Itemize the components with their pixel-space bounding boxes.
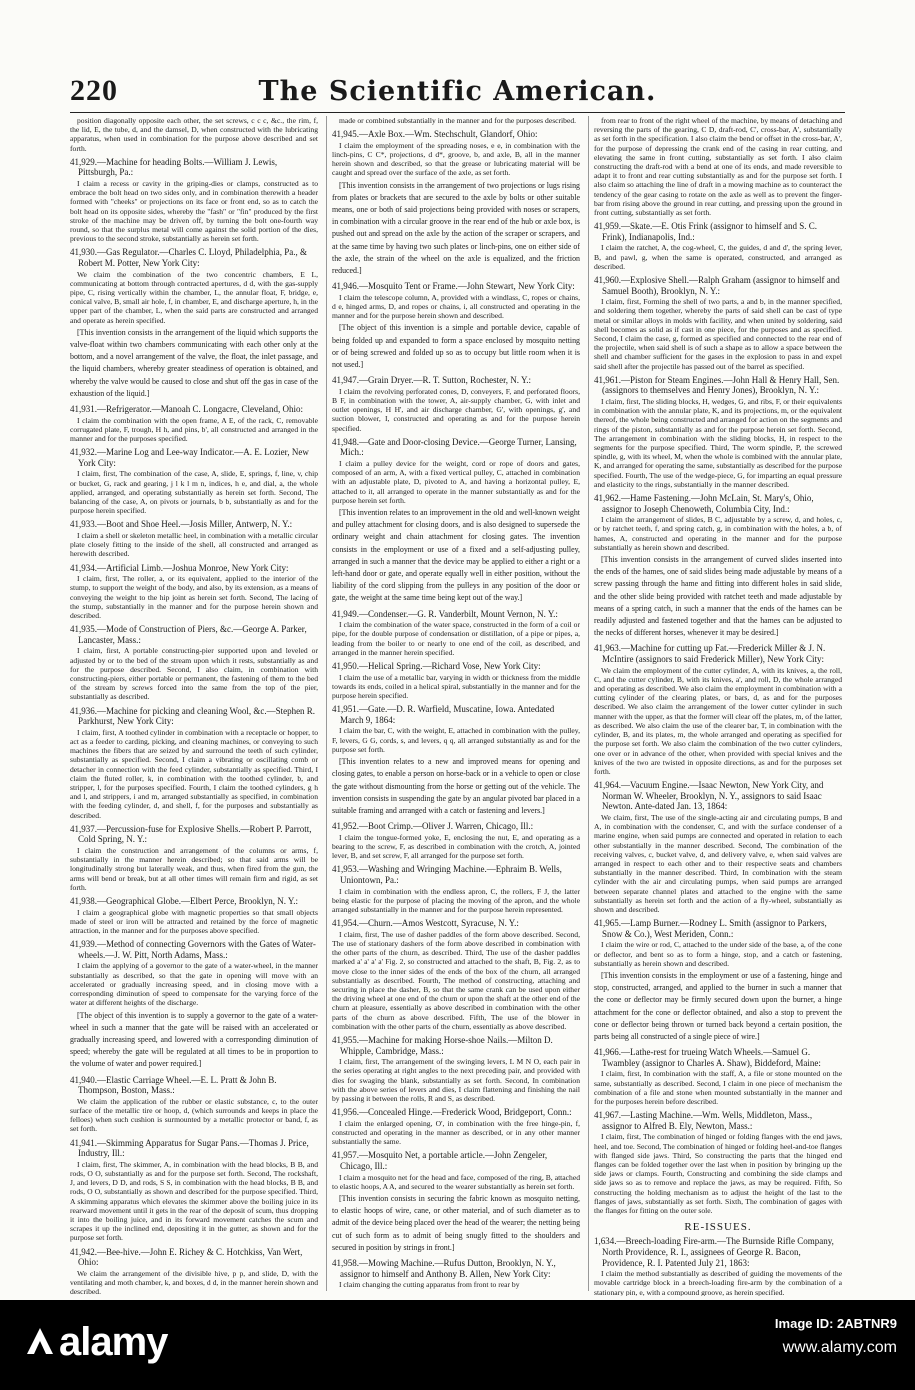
text-column-1: [70, 116, 318, 1296]
patent-claim: I claim a recess or cavity in the griping-dies or clamps, constructed as to embrace the bolt head on two sides only, and in combination therewith a header formed with "cheeks" or projections on its face or front end, so as to catch the bolt head on its opposite sides, whereby the "fash" or "fin" produced by the first stroke of the machine may be driven off, by turning the bolt one-fourth way round, so that the surplus metal will come against the solid portion of the dies, previous to the second stroke, substantially as herein set forth.: [70, 179, 318, 244]
patent-title: 41,940.—Elastic Carriage Wheel.—E. L. Pratt & John B. Thompson, Boston, Mass.:: [70, 1074, 277, 1096]
patent-claim: I claim, first, The combination of the case, A, slide, E, springs, f, line, v, chip or bucket, G, rack and gearing, j l k l m n, indices, h e, and dial, a, the whole applied, arranged, and operating substantially as herein set forth. Second, The balancing of the case, A, on pivots or journals, b b, substantially as and for the purpose herein specified.: [70, 469, 318, 516]
patent-entry: [70, 624, 318, 701]
patent-entry: [594, 643, 842, 776]
patent-claim: We claim the employment of the cutter cylinder, A, with its knives, a, the roll, C, and the cutter cylinder, B, with its knives, a', and roll, D, the whole arranged and operating as described. We also claim the employment in combination with a cutting cylinder of the clearing plates, or bars, d, as and for the purposes described. We also claim the arrangement of the lower cutter cylinder in such manner with the upper, as that the former will clear off the plates, m, of the latter, as described. We also claim the use of the clearer bar, T, in combination with the cylinder, B, and its plates, m, the whole arranged and operating as specified for the purpose set forth. We also claim the combination of the two cutter cylinders, one over or in advance of the other, when provided with special knives and the knives of the two are twisted in opposite directions, as and for the purposes set forth.: [594, 665, 842, 776]
page-number: 220: [70, 74, 118, 107]
header-rule: [70, 112, 845, 113]
patent-entry: [70, 116, 318, 153]
patent-claim: I claim, first, The combination of hinged or folding flanges with the end jaws, heel, and toe. Second, The combination of hinged or folding heel-and-toe flanges with flanged side jaws. Third, So constructing the parts that the hinged end flanges can be folded together over the last when in position by bringing up the side jaws or clamps. Fourth, Constructing and combining the side clamps and side jaws so as to remove and replace the jaws, as may be required. Fifth, So constructing the holding mechanism as to adjust the height of the last to the flanges of jaws, substantially as set forth. Sixth, The combination of gages with the flanges for fitting on the outer sole.: [594, 1132, 842, 1215]
patent-entry: [332, 821, 580, 860]
patent-claim: I claim, first, A portable constructing-pier supported upon and leveled or adjusted by or to the bed of the stream upon which it rests, substantially as and for the purpose described. Second, I also claim, in combination with constructing-piers, either portable or permanent, the fastening of them to the bed of the stream by screws forced into the same from the top of the pier, substantially as described.: [70, 646, 318, 702]
patent-entry: [332, 437, 580, 605]
patent-title: 41,953.—Washing and Wringing Machine.—Ephraim B. Wells, Uniontown, Pa.:: [332, 864, 562, 885]
patent-claim: position diagonally opposite each other, the set screws, c c c, &c., the rim, f, the lid, E, the tube, d, and the damsel, D, when constructed with the lubricating apparatus, when used in combination for the purpose above described and set forth.: [70, 116, 318, 153]
patent-entry: [594, 493, 842, 639]
patent-entry: [332, 918, 580, 1031]
patent-title: 41,945.—Axle Box.—Wm. Stechschult, Glandorf, Ohio:: [332, 129, 538, 140]
patent-claim: I claim the wire or rod, C, attached to the under side of the base, a, of the cone or deflector, and bent so as to form a hinge, stop, and a catch or fastening, substantially as herein shown and described.: [594, 940, 842, 968]
patent-entry: [594, 1047, 842, 1106]
patent-title: 41,955.—Machine for making Horse-shoe Nails.—Milton D. Whipple, Cambridge, Mass.:: [332, 1034, 553, 1056]
invention-note: [This invention consists in the employment or use of a fastening, hinge and stop, constructed, arranged, and applied to the burner in such a manner that the cone or deflector may be firmly secured down upon the burner, a hinge attachment for the cone or deflector obtained, and also a stop to prevent the cone or deflector being thrown or turned back beyond a certain position, the parts being all constructed of a single piece of wire.]: [594, 970, 842, 1041]
patent-entry: [70, 519, 318, 558]
patent-claim: I claim a shell or skeleton metallic heel, in combination with a metallic circular plate closely fitting to the inside of the shell, all constructed and arranged as herewith described.: [70, 531, 318, 559]
patent-title: 41,958.—Mowing Machine.—Rufus Dutton, Brooklyn, N. Y., assignor to himself and Anthony B. Allen, New York City:: [332, 1257, 556, 1279]
patent-title: 41,952.—Boot Crimp.—Oliver J. Warren, Chicago, Ill.:: [332, 821, 534, 832]
alamy-mark-icon: [24, 1325, 56, 1357]
patent-title: 41,939.—Method of connecting Governors with the Gates of Water-wheels.—J. W. Pitt, North Adams, Mass.:: [70, 939, 316, 960]
masthead-title: The Scientific American.: [258, 76, 657, 107]
invention-note: [This invention consists in the arrangement of the liquid which supports the valve-float within two chambers communicating with each other only at the bottom, and a novel arrangement of the valve, the float, the inlet passage, and the liquid chambers, whereby greater steadiness of operation is obtained, and whereby the valve would be caused to close and shut off the gas in case of the exhaustion of the liquid.]: [70, 327, 318, 398]
patent-claim: I claim the use of a metallic bar, varying in width or thickness from the middle towards its ends, coiled in a helical spiral, substantially in the manner and for the purpose herein specified.: [332, 672, 580, 701]
patent-claim: We claim the combination of the two concentric chambers, E L, communicating at bottom through contracted apertures, d d, with the gas-supply pipe, C, rising vertically within the chamber, L, the annular float, F, bridge, e, conical valve, B, small air hole, f, in chamber, E, and discharge aperture, h, in the upper part of the chamber, L, when the said parts are constructed and arranged and operate as herein specified.: [70, 269, 318, 325]
image-id: Image ID: 2ABTNR9: [774, 1316, 897, 1331]
invention-note: [This invention relates to an improvement in the old and well-known weight and pulley attachment for closing doors, and is also designed to supersede the ordinary weight and chain attachment for closing gates. The invention consists in the employment or use of a fixed and a self-adjusting pulley, arranged in such a manner that the device may be applied to either a right or a left-hand door or gate, and operate equally well in either position, without the liability of the cord slipping from the pulleys in any position of the door or gate, the weight at the same time being kept out of the way.]: [332, 508, 580, 603]
patent-claim: I claim, first, The roller, a, or its equivalent, applied to the interior of the stump, to support the weight of the body, and also, by its extension, as a means of conveying the weight to the hip joint as herein set forth. Second, The lacing of the stump, substantially in the manner and for the purpose herein shown and described.: [70, 574, 318, 621]
patent-entry: [594, 1110, 842, 1215]
patent-claim: We claim the arrangement of the divisible hive, p p, and slide, D, with the ventilating and moth chamber, k, and boxes, d d, in the manner herein shown and described.: [70, 1268, 318, 1296]
patent-entry: [332, 609, 580, 657]
patent-claim: I claim the enlarged opening, O', in combination with the free hinge-pin, f, constructed and operating in the manner as described, or in any other manner substantially the same.: [332, 1118, 580, 1147]
patent-claim: I claim the revolving perforated cones, D, conveyers, F, and perforated floors, B F, in combination with the tower, A, air-supply chamber, G, with inlet and outlet openings, H H', and air discharge chamber, G', with openings, g', and suction blower, I, constructed and operating as and for the purpose herein specified.: [332, 386, 580, 433]
page-header: [70, 74, 845, 114]
patent-entry: [70, 939, 318, 1070]
patent-claim: I claim the arrangement of slides, B C, adjustable by a screw, d, and holes, c, or by ratchet teeth, f, and spring catch, g, in combination with the holes, a b, of hames, A, constructed and operating in the manner and for the purpose substantially as herein shown and described.: [594, 515, 842, 552]
patent-claim: I claim the combination with the open frame, A E, of the rack, C, removable corrugated plate, F, trough, H h, and pins, b', all constructed and arranged in the manner and for the purposes specified.: [70, 415, 318, 444]
patent-title: 41,929.—Machine for heading Bolts.—William J. Lewis, Pittsburgh, Pa.:: [70, 156, 278, 178]
patent-title: 41,964.—Vacuum Engine.—Isaac Newton, New York City, and Norman W. Wheeler, Brooklyn, N. Y., assignors to said Isaac Newton. Ante-dated Jan. 13, 1864:: [594, 780, 824, 812]
patent-title: 41,950.—Helical Spring.—Richard Vose, New York City:: [332, 661, 541, 672]
patent-entry: [332, 1107, 580, 1146]
invention-note: [This invention consists in the arrangement of two projections or lugs rising from plates or brackets that are secured to the axle by bolts or other suitable means, one or both of said projections being provided with noses or scrapers, in combination with a circular groove in the rear end of the hub or axle box, is pushed out and spread on the axle by the action of the scraper or scrapers, and at the same time by having two such plates or linch-pins, one on either side of the axle, the strain of the wheel on the axle is equalized, and the friction reduced.]: [332, 180, 580, 276]
watermark-info: [775, 1316, 897, 1357]
alamy-logo: [24, 1320, 167, 1365]
patent-title: 41,954.—Churn.—Amos Westcott, Syracuse, N. Y.:: [332, 918, 519, 929]
patent-title: 41,935.—Mode of Construction of Piers, &c.—George A. Parker, Lancaster, Mass.:: [70, 624, 307, 645]
patent-title: 41,933.—Boot and Shoe Heel.—Josis Miller, Antwerp, N. Y.:: [70, 519, 293, 530]
patent-title: 41,936.—Machine for picking and cleaning Wool, &c.—Stephen R. Parkhurst, New York City:: [70, 705, 316, 727]
patent-title: 41,963.—Machine for cutting up Fat.—Frederick Miller & J. N. McIntire (assignors to said Frederick Miller), New York City:: [594, 643, 826, 665]
patent-entry: [332, 704, 580, 817]
invention-note: [The object of this invention is to supply a governor to the gate of a water-wheel in such a manner that the gate will be raised with an accelerated or gradually increasing speed, and lowered with a corresponding diminution of speed; whereby the gate will be regulated at all times to be in proportion to the volume of water and power required.]: [70, 1010, 318, 1069]
patent-claim: I claim a mosquito net for the head and face, composed of the ring, B, attached to elastic hoops, A A, and secured to the wearer substantially as herein set forth.: [332, 1172, 580, 1191]
patent-title: 41,949.—Condenser.—G. R. Vanderbilt, Mount Vernon, N. Y.:: [332, 608, 558, 619]
patent-title: 41,965.—Lamp Burner.—Rodney L. Smith (assignor to Parkers, Snow & Co.), West Meriden, Conn.:: [594, 918, 827, 939]
patent-claim: I claim a geographical globe with magnetic properties so that small objects made of steel or iron will be attracted and retained by the force of magnetic attraction, in the manner and for the purposes above specified.: [70, 907, 318, 936]
patent-title: 41,966.—Lathe-rest for trueing Watch Wheels.—Samuel G. Twambley (assignor to Charles A. Shaw), Biddeford, Maine:: [594, 1047, 821, 1068]
patent-title: 41,932.—Marine Log and Lee-way Indicator.—A. E. Lozier, New York City:: [70, 447, 309, 468]
patent-claim: I claim changing the cutting apparatus from front to rear by: [339, 1280, 520, 1290]
patent-title: 41,951.—Gate.—D. R. Warfield, Muscatine, Iowa. Antedated March 9, 1864:: [332, 704, 555, 725]
patent-entry: [70, 1075, 318, 1134]
patent-claim: I claim the combination of the water space, constructed in the form of a coil or pipe, for the double purpose of condensation or distillation, of a pipe or pipes, a, leading from the boiler to or nearly to one end of the coil, as described, and arranged in the manner herein specified.: [332, 620, 580, 657]
patent-claim: I claim, first, A toothed cylinder in combination with a receptacle or hopper, to act as a feeder to carding, picking, and cleaning machines, or conveying to such machines the fibers that are seized by and surround the teeth of such cylinder, substantially as specified. Second, I claim a vibrating or oscillating comb or detacher in connection with the feed cylinder, substantially as specified. Third, I claim the fluted roller, k, in combination with the toothed cylinder, b, and stripper, l, for the purposes specified. Fourth, I claim the toothed cylinders, g h and l, and strippers, i and m, arranged substantially as specified, in combination with the feeding cylinder, d, and shell, f, for the purposes and substantially as described.: [70, 727, 318, 820]
column-divider: [326, 116, 327, 1291]
patent-entry: [594, 780, 842, 914]
patent-entry: [70, 447, 318, 515]
patent-entry: [332, 116, 580, 125]
patent-claim: I claim in combination with the endless apron, C, the rollers, F J, the latter being elastic for the purpose of placing the moving of the apron, and the whole arranged substantially in the manner and for the purpose herein represented.: [332, 886, 580, 914]
reissue-title: 1,634.—Breech-loading Fire-arm.—The Burnside Rifle Company, North Providence, R. I., assignees of George R. Bacon, Providence, R. I. Patented July 21, 1863:: [594, 1236, 834, 1268]
reissues-heading: RE-ISSUES.: [684, 1221, 752, 1234]
reissue-entry: [594, 1236, 842, 1296]
column-divider: [588, 116, 589, 1291]
patent-title: 41,960.—Explosive Shell.—Ralph Graham (assignor to himself and Samuel Booth), Brooklyn, N. Y.:: [594, 275, 840, 296]
invention-note: [The object of this invention is a simple and portable device, capable of being folded up and expanded to form a space enclosed by mosquito netting or of being screwed and folded up so as to occupy but little room when it is not used.]: [332, 323, 580, 370]
invention-note: [This invention relates to a new and improved means for opening and closing gates, to enable a person on horse-back or in a vehicle to open or close the gate without dismounting from the horse or getting out of the vehicle. The invention consists in suspending the gate by an angular pivoted bar placed in a suitable framing and arranged with a catch or fastening and levers.]: [332, 757, 580, 815]
patent-claim: I claim the bar, C, with the weight, E, attached in combination with the pulley, F, levers, G G, cords, s, and levers, q q, all arranged substantially as and for the purpose set forth.: [332, 726, 580, 754]
text-column-2: [332, 116, 580, 1296]
patent-title: 41,957.—Mosquito Net, a portable article.—John Zengeler, Chicago, Ill.:: [332, 1150, 548, 1171]
patent-title: 41,946.—Mosquito Tent or Frame.—John Stewart, New York City:: [332, 281, 575, 292]
patent-claim: from rear to front of the right wheel of the machine, by means of detaching and reversing the parts of the gearing, C D, draft-rod, C', cross-bar, A', substantially as set forth in the specification. I also claim the bend or offset in the cross-bar, A', for the purpose of depressing the crank end of the casing in rear cutting, and elevating the same in front cutting, substantially as set forth. I also claim constructing the draft-rod with a bend at one of its ends, and made reversible to adapt it to front and rear cutting substantially as and for the purpose set forth. I also claim so attaching the line of draft in a mowing machine as to counteract the tendency of the gear casing to rotate on the axle as well as to prevent the finger-bar from rising above the ground in rear cutting, and pressing upon the ground in front cutting, substantially as set forth.: [594, 116, 842, 218]
patent-entry: [332, 864, 580, 914]
patent-entry: [70, 1247, 318, 1296]
patent-claim: We claim the application of the rubber or elastic substance, c, to the outer surface of the metallic tire or hoop, d, (which surrounds and keeps in place the felloes) when such cushion is surmounted by a metallic protector or band, f, as set forth.: [70, 1096, 318, 1134]
patent-entry: [332, 375, 580, 433]
patent-entry: [70, 706, 318, 820]
patent-entry: [332, 1258, 580, 1289]
patent-claim: I claim, first, The skimmer, A, in combination with the head blocks, B B, and rods, O O, substantially as and for the purpose set forth. Second, The rockshaft, J, and levers, D D, and rods, S S, in combination with the head blocks, B B, and rods, O O, substantially as shown and described for the purpose specified. Third, A skimming apparatus which elevates the skimmer above the boiling juice in its rearward movement until it gets in the rear of the deposit of scum, thus dropping it into the boiling juice, and in its forward movement catches the scum and scrapes it up the inclined end, depositing it in the gutter, as shown and for the purpose set forth.: [70, 1159, 318, 1243]
patent-title: 41,941.—Skimming Apparatus for Sugar Pans.—Thomas J. Price, Industry, Ill.:: [70, 1137, 309, 1159]
patent-title: 41,948.—Gate and Door-closing Device.—George Turner, Lansing, Mich.:: [332, 436, 577, 458]
patent-title: 41,938.—Geographical Globe.—Elbert Perce, Brooklyn, N. Y.:: [70, 896, 298, 907]
site-url: www.alamy.com: [782, 1339, 897, 1356]
patent-entry: [594, 918, 842, 1043]
patent-title: 41,956.—Concealed Hinge.—Frederick Wood, Bridgeport, Conn.:: [332, 1107, 572, 1118]
patent-claim: I claim, first, The sliding blocks, H, wedges, G, and ribs, F, or their equivalents in combination with the annular plate, K, and its projections, m, or the equivalent thereof, the whole being constructed and arranged for action on the segments and rings of the piston, substantially as and for the purpose herein set forth. Second, The arrangement in combination with the sliding blocks, H, in respect to the segments for the purpose specified. Third, The worm spindle, P, the screwed spindle, g, with its wheel, M, when the whole is combined with the annular plate, K, and arranged for operating the same, substantially as described for the purpose specified. Fourth, The use of the wedge-piece, G, for imparting an equal pressure and elasticity to the rings, substantially in the manner described.: [594, 397, 842, 489]
patent-claim: I claim the employment of the spreading noses, e e, in combination with the linch-pins, C C*, projections, d d*, groove, b, and axle, B, all in the manner herein shown and described, so that the grease or lubricating material will be caught and spread over the surface of the axle, as set forth.: [332, 140, 580, 178]
patent-title: 41,937.—Percussion-fuse for Explosive Shells.—Robert P. Parrott, Cold Spring, N. Y.:: [70, 823, 312, 845]
patent-title: 41,931.—Refrigerator.—Manoah C. Longacre, Cleveland, Ohio:: [70, 404, 303, 415]
patent-entry: [70, 824, 318, 892]
patent-entry: [70, 1138, 318, 1243]
patent-entry: [70, 563, 318, 621]
patent-entry: [332, 1150, 580, 1254]
patent-entry: [332, 281, 580, 371]
patent-title: 41,967.—Lasting Machine.—Wm. Wells, Middleton, Mass., assignor to Alfred B. Ely, Newton, Mass.:: [594, 1110, 813, 1131]
patent-entry: [70, 157, 318, 244]
patent-claim: I claim the tongue-formed yoke, E, enclosing the nut, E, and operating as a bearing to the screw, F, as described in combination with the crotch, A, jointed lever, B, and set screw, F, all arranged for the purpose set forth.: [332, 832, 580, 861]
patent-claim: I claim the telescope column, A, provided with a windlass, C, ropes or chains, d e, hinged arms, D, and ropes or chains, i, all constructed and operating in the manner and for the purpose herein shown and described.: [332, 292, 580, 321]
invention-note: [This invention consists in the arrangement of curved slides inserted into the ends of the hames, one of said slides being made adjustable by means of a screw passing through the hame and fitting into different holes in said slide, and the other slide being provided with ratchet teeth and made adjustable by means of a spring catch, in such a manner that the ends of the hames can be readily adjusted and fastened together and that the hames can be adjusted to the necks of different horses, whenever it may be desired.]: [594, 555, 842, 638]
patent-entry: [70, 404, 318, 443]
patent-title: 41,930.—Gas Regulator.—Charles C. Lloyd, Philadelphia, Pa., & Robert M. Potter, New York City:: [70, 247, 307, 269]
patent-entry: [70, 896, 318, 935]
patent-claim: I claim, first, The use of dasher paddles of the form above described. Second, The use of stationary dashers of the form above described in combination with the other parts of the churn, as described. Third, The use of the dasher paddles marked a' a' a' a' Fig. 2, so constructed and attached to the shaft, B, Fig. 2, as to move close to the inner sides of the ends of the box of the churn, all arranged substantially as described. Fourth, The method of constructing, attaching and securing in place the dasher, B, so that the same crank can be used upon either the driving wheel at one end of the churn or upon the shaft at the other end of the churn at pleasure, essentially as above described in combination with the other parts of the churn as above described. Fifth, The use of the blower in combination with the other parts of the churn, essentially as above described.: [332, 929, 580, 1031]
patent-title: 41,959.—Skate.—E. Otis Frink (assignor to himself and S. C. Frink), Indianapolis, Ind.:: [594, 221, 817, 242]
patent-title: 41,934.—Artificial Limb.—Joshua Monroe, New York City:: [70, 562, 289, 573]
patent-title: 41,962.—Hame Fastening.—John McLain, St. Mary's, Ohio, assignor to Joseph Chenoweth, Columbia City, Ind.:: [594, 493, 814, 514]
patent-entry: [332, 661, 580, 700]
invention-note: [This invention consists in securing the fabric known as mosquito netting, to elastic hoops of wire, cane, or other material, and of such diameter as to admit of the device being placed over the head of the wearer; the netting being cut of such form as to admit of being snugly fitted to the shoulders and secured in position by strings in front.]: [332, 1193, 580, 1252]
patent-entry: [332, 129, 580, 277]
patent-claim: I claim, first, The arrangement of the swinging levers, L M N O, each pair in the series operating at right angles to the next preceding pair, and provided with dies for swaging the blank, substantially as set forth. Second, In combination with the above series of levers and dies, I claim flattening and finishing the nail by passing it between the rolls, R and S, as described.: [332, 1057, 580, 1103]
patent-claim: I claim the construction and arrangement of the columns or arms, f, substantially in the manner herein described; so that said arms will be longitudinally strong but laterally weak, and thus, when fired from the gun, the arms will bend or break, but at all other times will remain firm and rigid, as set forth.: [70, 846, 318, 892]
patent-entry: [70, 247, 318, 400]
text-column-3: [594, 116, 842, 1296]
watermark-bar: [0, 1300, 915, 1390]
patent-claim: I claim a pulley device for the weight, cord or rope of doors and gates, composed of an arm, A, with a fixed vertical pulley, C, attached in combination with an adjustable plate, D, pivoted to A, and having a horizontal pulley, E, attached to it, all arranged to operate in the manner substantially as and for the purpose herein set forth.: [332, 459, 580, 505]
patent-claim: made or combined substantially in the manner and for the purposes described.: [339, 116, 577, 125]
patent-title: 41,947.—Grain Dryer.—R. T. Sutton, Rochester, N. Y.:: [332, 375, 532, 386]
patent-entry: [594, 375, 842, 489]
patent-claim: I claim, first, In combination with the staff, A, a file or stone mounted on the same, substantially as described. Second, I claim in one piece of mechanism the combination of a file and stone when mounted substantially in the manner and for the purposes herein before described.: [594, 1069, 842, 1106]
column-3-entries: [594, 116, 842, 1215]
alamy-wordmark: alamy: [59, 1320, 168, 1364]
patent-entry: [594, 221, 842, 271]
patent-entry: [594, 275, 842, 371]
patent-title: 41,961.—Piston for Steam Engines.—John Hall & Henry Hall, Sen. (assignors to themselves and Henry Jones), Brooklyn, N. Y.:: [594, 374, 840, 396]
patent-entry: [332, 1035, 580, 1103]
patent-claim: I claim the ratchet, A, the cog-wheel, C, the guides, d and d', the spring lever, B, and pawl, g, when the same is operated, constructed, and arranged as described.: [594, 243, 842, 271]
patent-claim: I claim the applying of a governor to the gate of a water-wheel, in the manner substantially as described, so that the gate in opening will move with an accelerated or gradually increasing speed, and in closing move with a corresponding diminution of speed to compensate for the varying force of the water at different heights of the discharge.: [70, 961, 318, 1008]
reissue-claim: I claim the method substantially as described of guiding the movements of the movable cartridge block in a breech-loading fire-arm by the combination of a stationary pin, e, with a compound groove, as herein specified.: [594, 1269, 842, 1296]
patent-claim: I claim, first, Forming the shell of two parts, a and b, in the manner specified, and soldering them together, whereby the parts of said shell can be cast of type metal or similar alloys in molds with facility, and when united by soldering, said shell becomes as solid as if cast in one piece, for the purposes and as specified. Second, I claim the case, g, formed as specified and connected to the rear end of the projectile, when said shell is of such a shape as to allow a space between the shell and chamber sufficient for the gases in the explosion to pass in and expel said shell after the projectile has passed out of the barrel as specified.: [594, 297, 842, 371]
patent-title: 41,942.—Bee-hive.—John E. Richey & C. Hotchkiss, Van Wert, Ohio:: [70, 1246, 303, 1268]
patent-claim: We claim, first, The use of the single-acting air and circulating pumps, B and A, in combination with the condenser, C, and with the surface condenser of a marine engine, when said pumps are connected and operated in relation to each other substantially in the manner described. Second, The combination of the receiving valves, c, bucket valve, d, and delivery valve, e, when said valves are arranged in respect to each other and to their respective seats and chambers substantially in the manner described. Third, In combination with the steam cylinder with the air and circulating pumps, when said pumps are arranged between separate channel plates and attached to the engine with the same substantially as herein set forth and the action of a fly-wheel, substantially as shown and described.: [594, 812, 842, 914]
patent-entry: [594, 116, 842, 217]
